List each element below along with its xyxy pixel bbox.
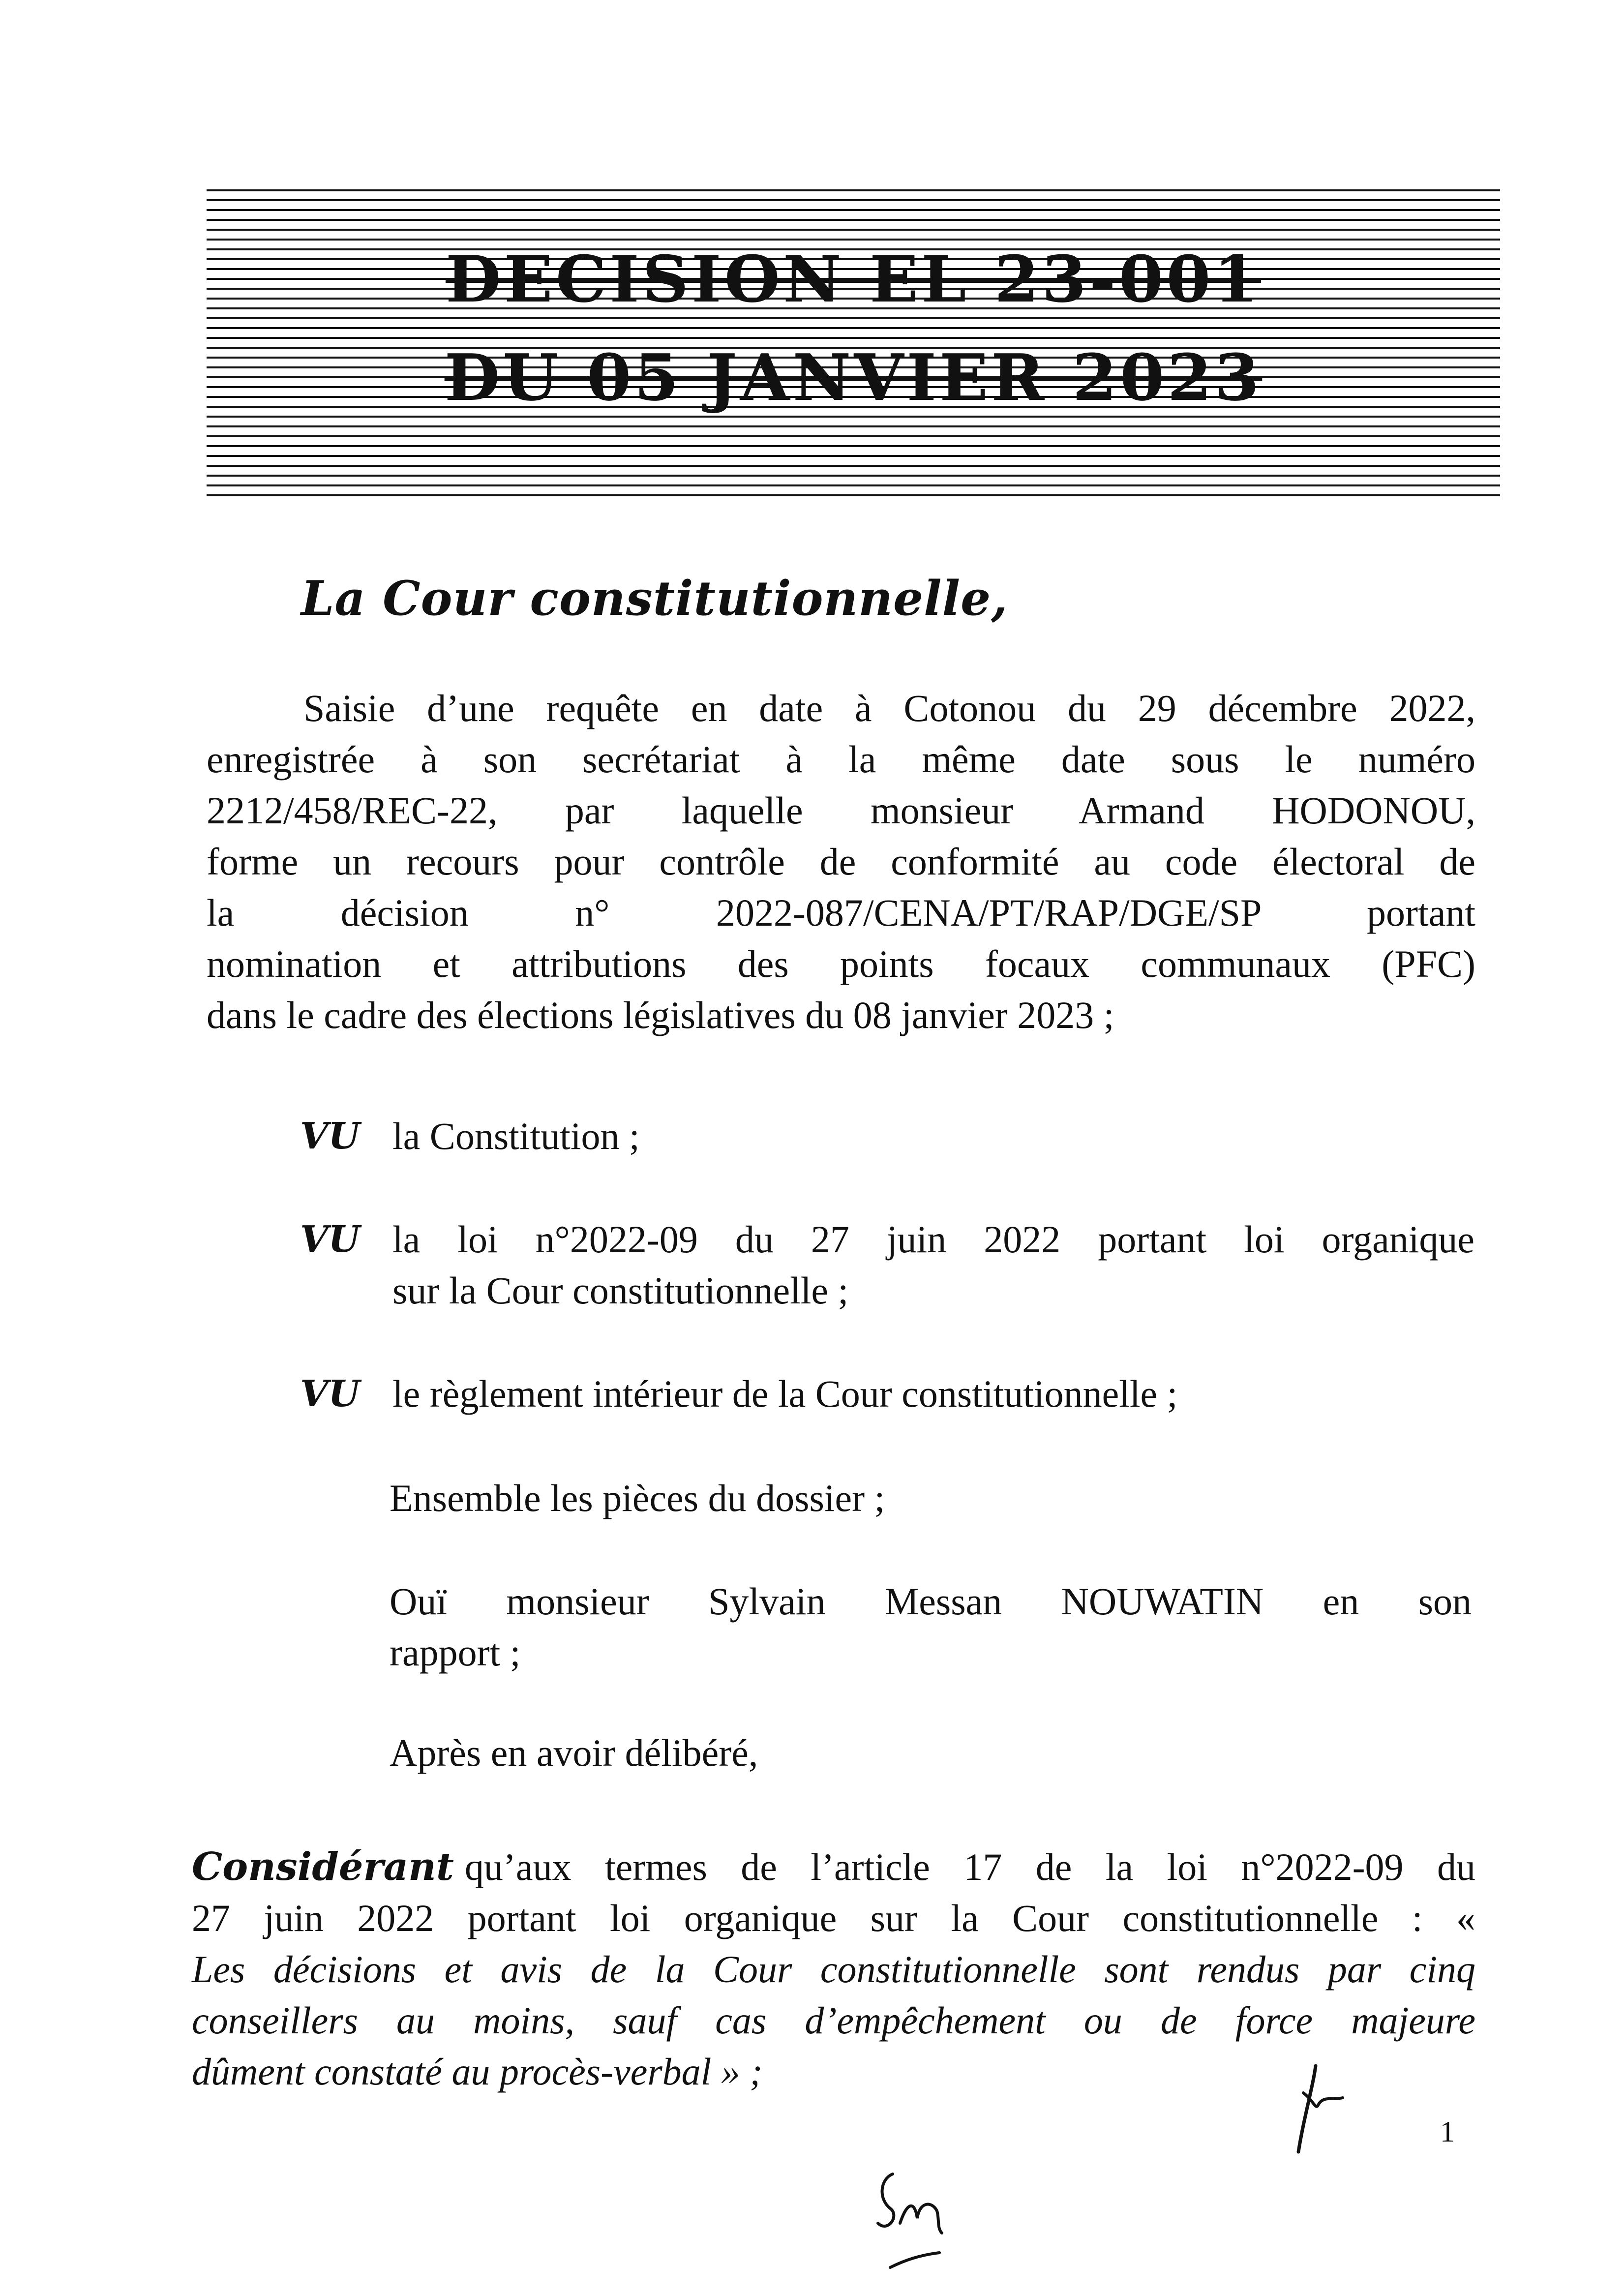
saisie-line: forme un recours pour contrôle de conformité au code électoral de	[207, 840, 1475, 883]
decision-number: DECISION EL 23-001	[445, 242, 1262, 317]
page-number: 1	[1440, 2115, 1455, 2148]
oui-line: Ouï monsieur Sylvain Messan NOUWATIN en son	[390, 1580, 1472, 1623]
vu-text: la Constitution ;	[392, 1115, 640, 1157]
handwritten-initial-signature	[871, 2154, 979, 2282]
considerant-quote-line: Les décisions et avis de la Cour constitutionnelle sont rendus par cinq	[192, 1948, 1475, 1991]
decision-date: DU 05 JANVIER 2023	[444, 340, 1263, 415]
saisie-line: Saisie d’une requête en date à Cotonou du 29 décembre 2022,	[303, 687, 1475, 729]
vu-marker: VU	[300, 1218, 360, 1261]
vu-marker: VU	[300, 1373, 360, 1415]
handwritten-initial-signature	[1269, 2046, 1377, 2154]
vu-marker: VU	[300, 1115, 360, 1157]
saisie-line: nomination et attributions des points focaux communaux (PFC)	[207, 942, 1475, 985]
considerant-text: qu’aux termes de l’article 17 de la loi n°2022-09 du	[464, 1845, 1475, 1888]
considerant-keyword: Considérant	[192, 1844, 454, 1889]
saisie-line: la décision n° 2022-087/CENA/PT/RAP/DGE/SP portant	[207, 891, 1475, 934]
considerant-quote-line: dûment constaté au procès-verbal » ;	[192, 2050, 763, 2093]
apres-line: Après en avoir délibéré,	[390, 1731, 758, 1774]
vu-text: la loi n°2022-09 du 27 juin 2022 portant loi organique	[392, 1218, 1474, 1261]
saisie-line: enregistrée à son secrétariat à la même date sous le numéro	[207, 738, 1475, 781]
vu-text: sur la Cour constitutionnelle ;	[392, 1269, 849, 1312]
considerant-line	[192, 1842, 1475, 1893]
ensemble-line: Ensemble les pièces du dossier ;	[390, 1477, 885, 1519]
oui-line: rapport ;	[390, 1631, 521, 1674]
considerant-line: 27 juin 2022 portant loi organique sur la Cour constitutionnelle : «	[192, 1897, 1475, 1939]
saisie-line: 2212/458/REC-22, par laquelle monsieur Armand HODONOU,	[207, 789, 1475, 832]
decision-header-banner	[207, 189, 1500, 504]
considerant-quote-line: conseillers au moins, sauf cas d’empêchement ou de force majeure	[192, 1999, 1475, 2042]
saisie-line: dans le cadre des élections législatives du 08 janvier 2023 ;	[207, 994, 1114, 1036]
vu-text: le règlement intérieur de la Cour constitutionnelle ;	[392, 1372, 1178, 1415]
court-heading: La Cour constitutionnelle,	[301, 571, 1008, 626]
